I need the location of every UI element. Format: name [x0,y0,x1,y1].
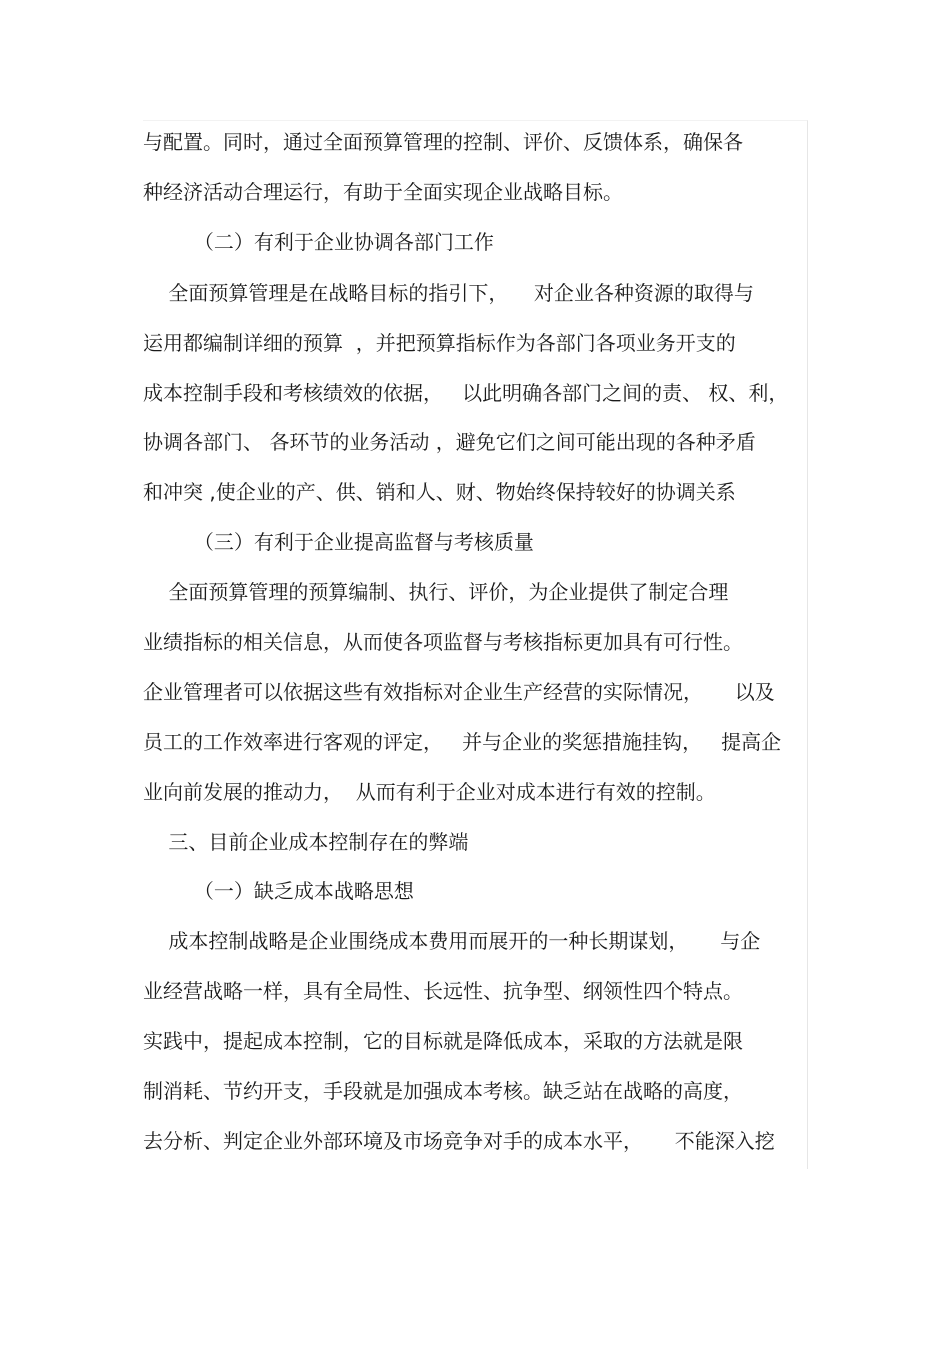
text-line-10: 全面预算管理的预算编制、执行、评价，为企业提供了制定合理 [143,580,729,604]
text-line-19: 实践中，提起成本控制，它的目标就是降低成本，采取的方法就是限 [143,1029,743,1053]
text-line-4: 全面预算管理是在战略目标的指引下， 对企业各种资源的取得与 [143,281,754,305]
text-line-8: 和冲突 ,使企业的产、供、销和人、财、物始终保持较好的协调关系 [143,480,736,504]
text-line-20: 制消耗、节约开支，手段就是加强成本考核。缺乏站在战略的高度， [143,1079,743,1103]
chapter-heading-3: 三、目前企业成本控制存在的弊端 [143,830,469,854]
text-line-14: 业向前发展的推动力， 从而有利于企业对成本进行有效的控制。 [143,780,716,804]
text-line-13: 员工的工作效率进行客观的评定， 并与企业的奖惩措施挂钩， 提高企 [143,730,782,754]
section-heading-2: （二）有利于企业协调各部门工作 [143,230,494,254]
text-line-17: 成本控制战略是企业围绕成本费用而展开的一种长期谋划， 与企 [143,929,761,953]
text-line-11: 业绩指标的相关信息，从而使各项监督与考核指标更加具有可行性。 [143,630,743,654]
text-line-5: 运用都编制详细的预算 ，并把预算指标作为各部门各项业务开支的 [143,331,736,355]
text-line-21: 去分析、判定企业外部环境及市场竞争对手的成本水平， 不能深入挖 [143,1129,775,1153]
text-line-2: 种经济活动合理运行，有助于全面实现企业战略目标。 [143,180,623,204]
text-line-12: 企业管理者可以依据这些有效指标对企业生产经营的实际情况， 以及 [143,680,775,704]
text-line-1: 与配置。同时，通过全面预算管理的控制、评价、反馈体系，确保各 [143,130,743,154]
section-heading-1: （一）缺乏成本战略思想 [143,879,414,903]
text-line-6: 成本控制手段和考核绩效的依据， 以此明确各部门之间的责、 权、利， [143,381,789,405]
text-line-7: 协调各部门、 各环节的业务活动 ，避免它们之间可能出现的各种矛盾 [143,430,756,454]
section-heading-3: （三）有利于企业提高监督与考核质量 [143,530,534,554]
text-line-18: 业经营战略一样，具有全局性、长远性、抗争型、纲领性四个特点。 [143,979,743,1003]
